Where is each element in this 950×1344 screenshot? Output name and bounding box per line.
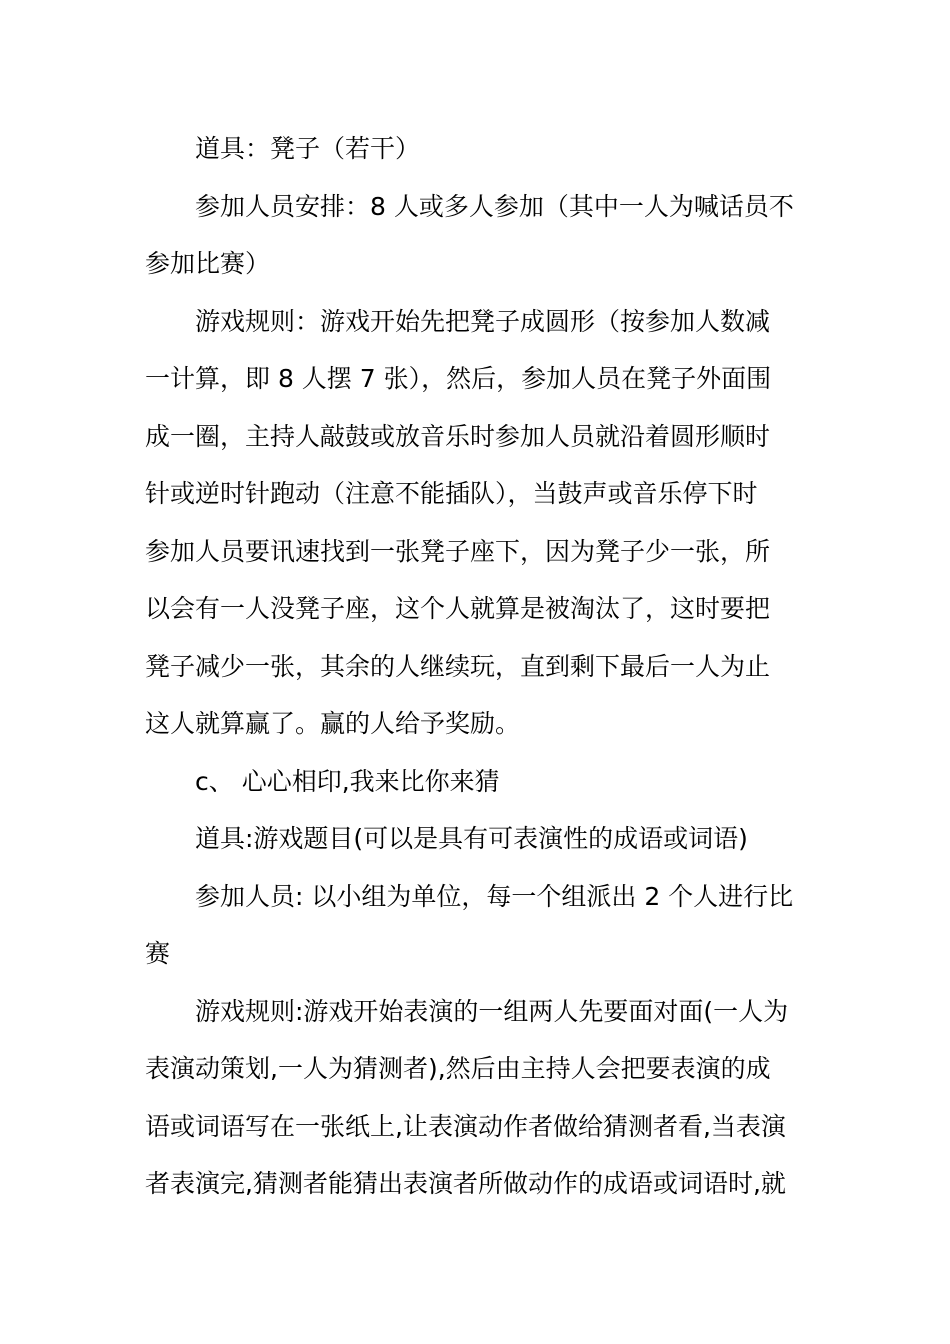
text-line: 以会有一人没凳子座，这个人就算是被淘汰了，这时要把 xyxy=(145,594,771,623)
text-line: 成一圈，主持人敲鼓或放音乐时参加人员就沿着圆形顺时 xyxy=(145,421,771,451)
text-line: 凳子减少一张，其余的人继续玩，直到剩下最后一人为止 xyxy=(145,651,771,681)
text-line: 道具：凳子（若干） xyxy=(195,134,421,163)
text-line: 一计算，即 8 人摆 7 张），然后，参加人员在凳子外面围 xyxy=(145,364,772,393)
text-line: 参加人员要讯速找到一张凳子座下，因为凳子少一张，所 xyxy=(145,536,771,566)
text-line: 表演动策划,一人为猜测者),然后由主持人会把要表演的成 xyxy=(145,1054,771,1083)
text-line: 者表演完,猜测者能猜出表演者所做动作的成语或词语时,就 xyxy=(145,1169,786,1198)
text-line: 道具:游戏题目(可以是具有可表演性的成语或词语) xyxy=(195,824,748,853)
text-line: 赛 xyxy=(145,939,171,968)
text-line: 游戏规则:游戏开始表演的一组两人先要面对面(一人为 xyxy=(195,996,789,1026)
text-line: 游戏规则：游戏开始先把凳子成圆形（按参加人数减 xyxy=(195,306,771,336)
text-line: 语或词语写在一张纸上,让表演动作者做给猜测者看,当表演 xyxy=(145,1111,786,1141)
text-line: 参加人员安排：8 人或多人参加（其中一人为喊话员不 xyxy=(195,191,794,221)
text-line: 针或逆时针跑动（注意不能插队），当鼓声或音乐停下时 xyxy=(145,479,758,508)
text-line: 这人就算赢了。赢的人给予奖励。 xyxy=(145,709,521,738)
section-heading: c、 心心相印,我来比你来猜 xyxy=(195,766,500,796)
text-line: 参加人员: 以小组为单位，每一个组派出 2 个人进行比 xyxy=(195,881,794,911)
text-line: 参加比赛） xyxy=(145,249,271,278)
document-body xyxy=(145,120,810,1213)
